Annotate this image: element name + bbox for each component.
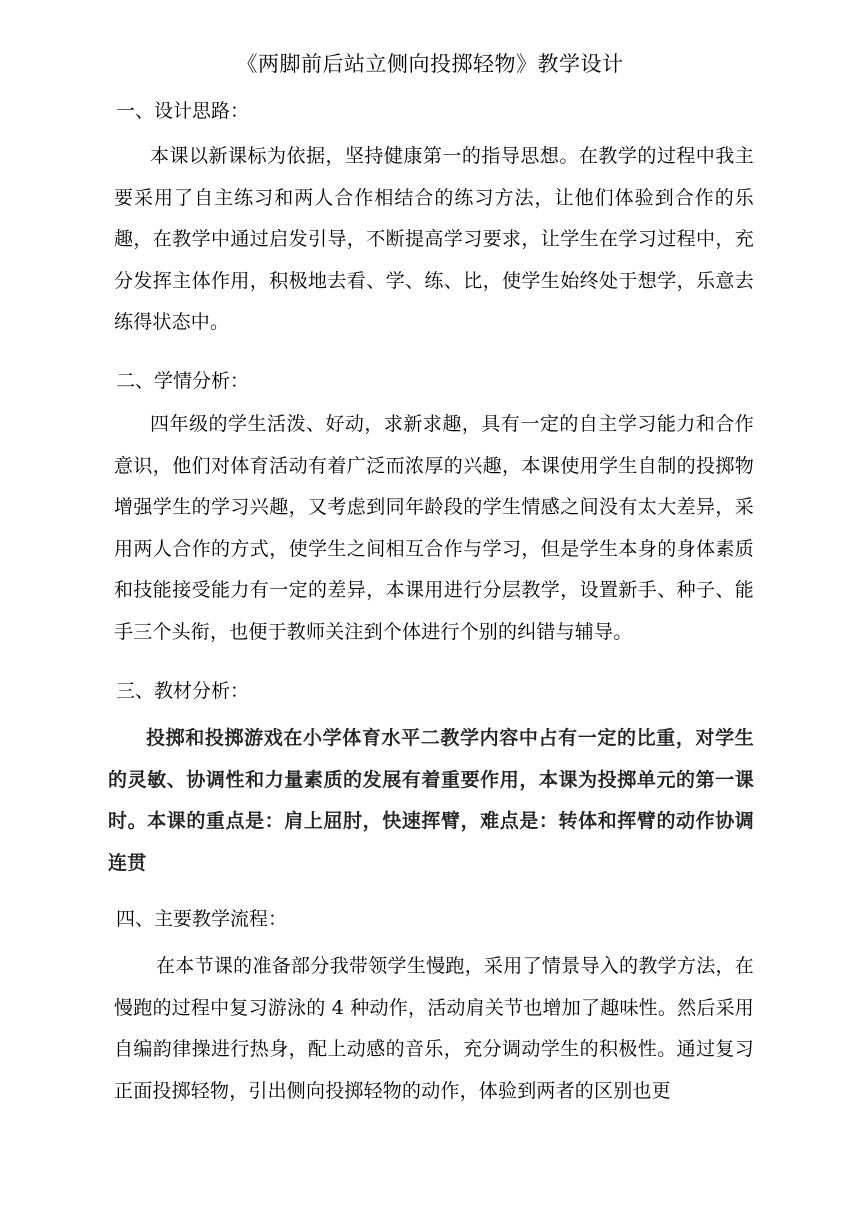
section-heading-learner-analysis: 二、学情分析：: [116, 370, 250, 392]
document-title: 《两脚前后站立侧向投掷轻物》教学设计: [236, 52, 624, 76]
section-text-teaching-process: 在本节课的准备部分我带领学生慢跑，采用了情景导入的教学方法，在慢跑的过程中复习游泳的 4 种动作，活动肩关节也增加了趣味性。然后采用自编韵律操进行热身，配上动感的音乐，充分调动学生的积极性。通过复习正面投掷轻物，引出侧向投掷轻物的动作，体验到两者的区别也更: [114, 955, 754, 1102]
section-heading-teaching-process: 四、主要教学流程：: [116, 908, 288, 930]
section-text-design-idea: 本课以新课标为依据，坚持健康第一的指导思想。在教学的过程中我主要采用了自主练习和两人合作相结合的练习方法，让他们体验到合作的乐趣，在教学中通过启发引导，不断提高学习要求，让学生在学习过程中，充分发挥主体作用，积极地去看、学、练、比，使学生始终处于想学，乐意去练得状态中。: [114, 145, 754, 333]
section-text-learner-analysis: 四年级的学生活泼、好动，求新求趣，具有一定的自主学习能力和合作意识，他们对体育活动有着广泛而浓厚的兴趣，本课使用学生自制的投掷物增强学生的学习兴趣，又考虑到同年龄段的学生情感之间没有太大差异，采用两人合作的方式，使学生之间相互合作与学习，但是学生本身的身体素质和技能接受能力有一定的差异，本课用进行分层教学，设置新手、种子、能手三个头衔，也便于教师关注到个体进行个别的纠错与辅导。: [114, 413, 754, 643]
section-text-material-analysis: 投掷和投掷游戏在小学体育水平二教学内容中占有一定的比重，对学生的灵敏、协调性和力量素质的发展有着重要作用，本课为投掷单元的第一课时。本课的重点是：肩上屈肘，快速挥臂，难点是：转体和挥臂的动作协调连贯: [108, 727, 754, 874]
section-heading-material-analysis: 三、教材分析：: [116, 680, 250, 702]
section-heading-design-idea: 一、设计思路：: [116, 100, 250, 122]
